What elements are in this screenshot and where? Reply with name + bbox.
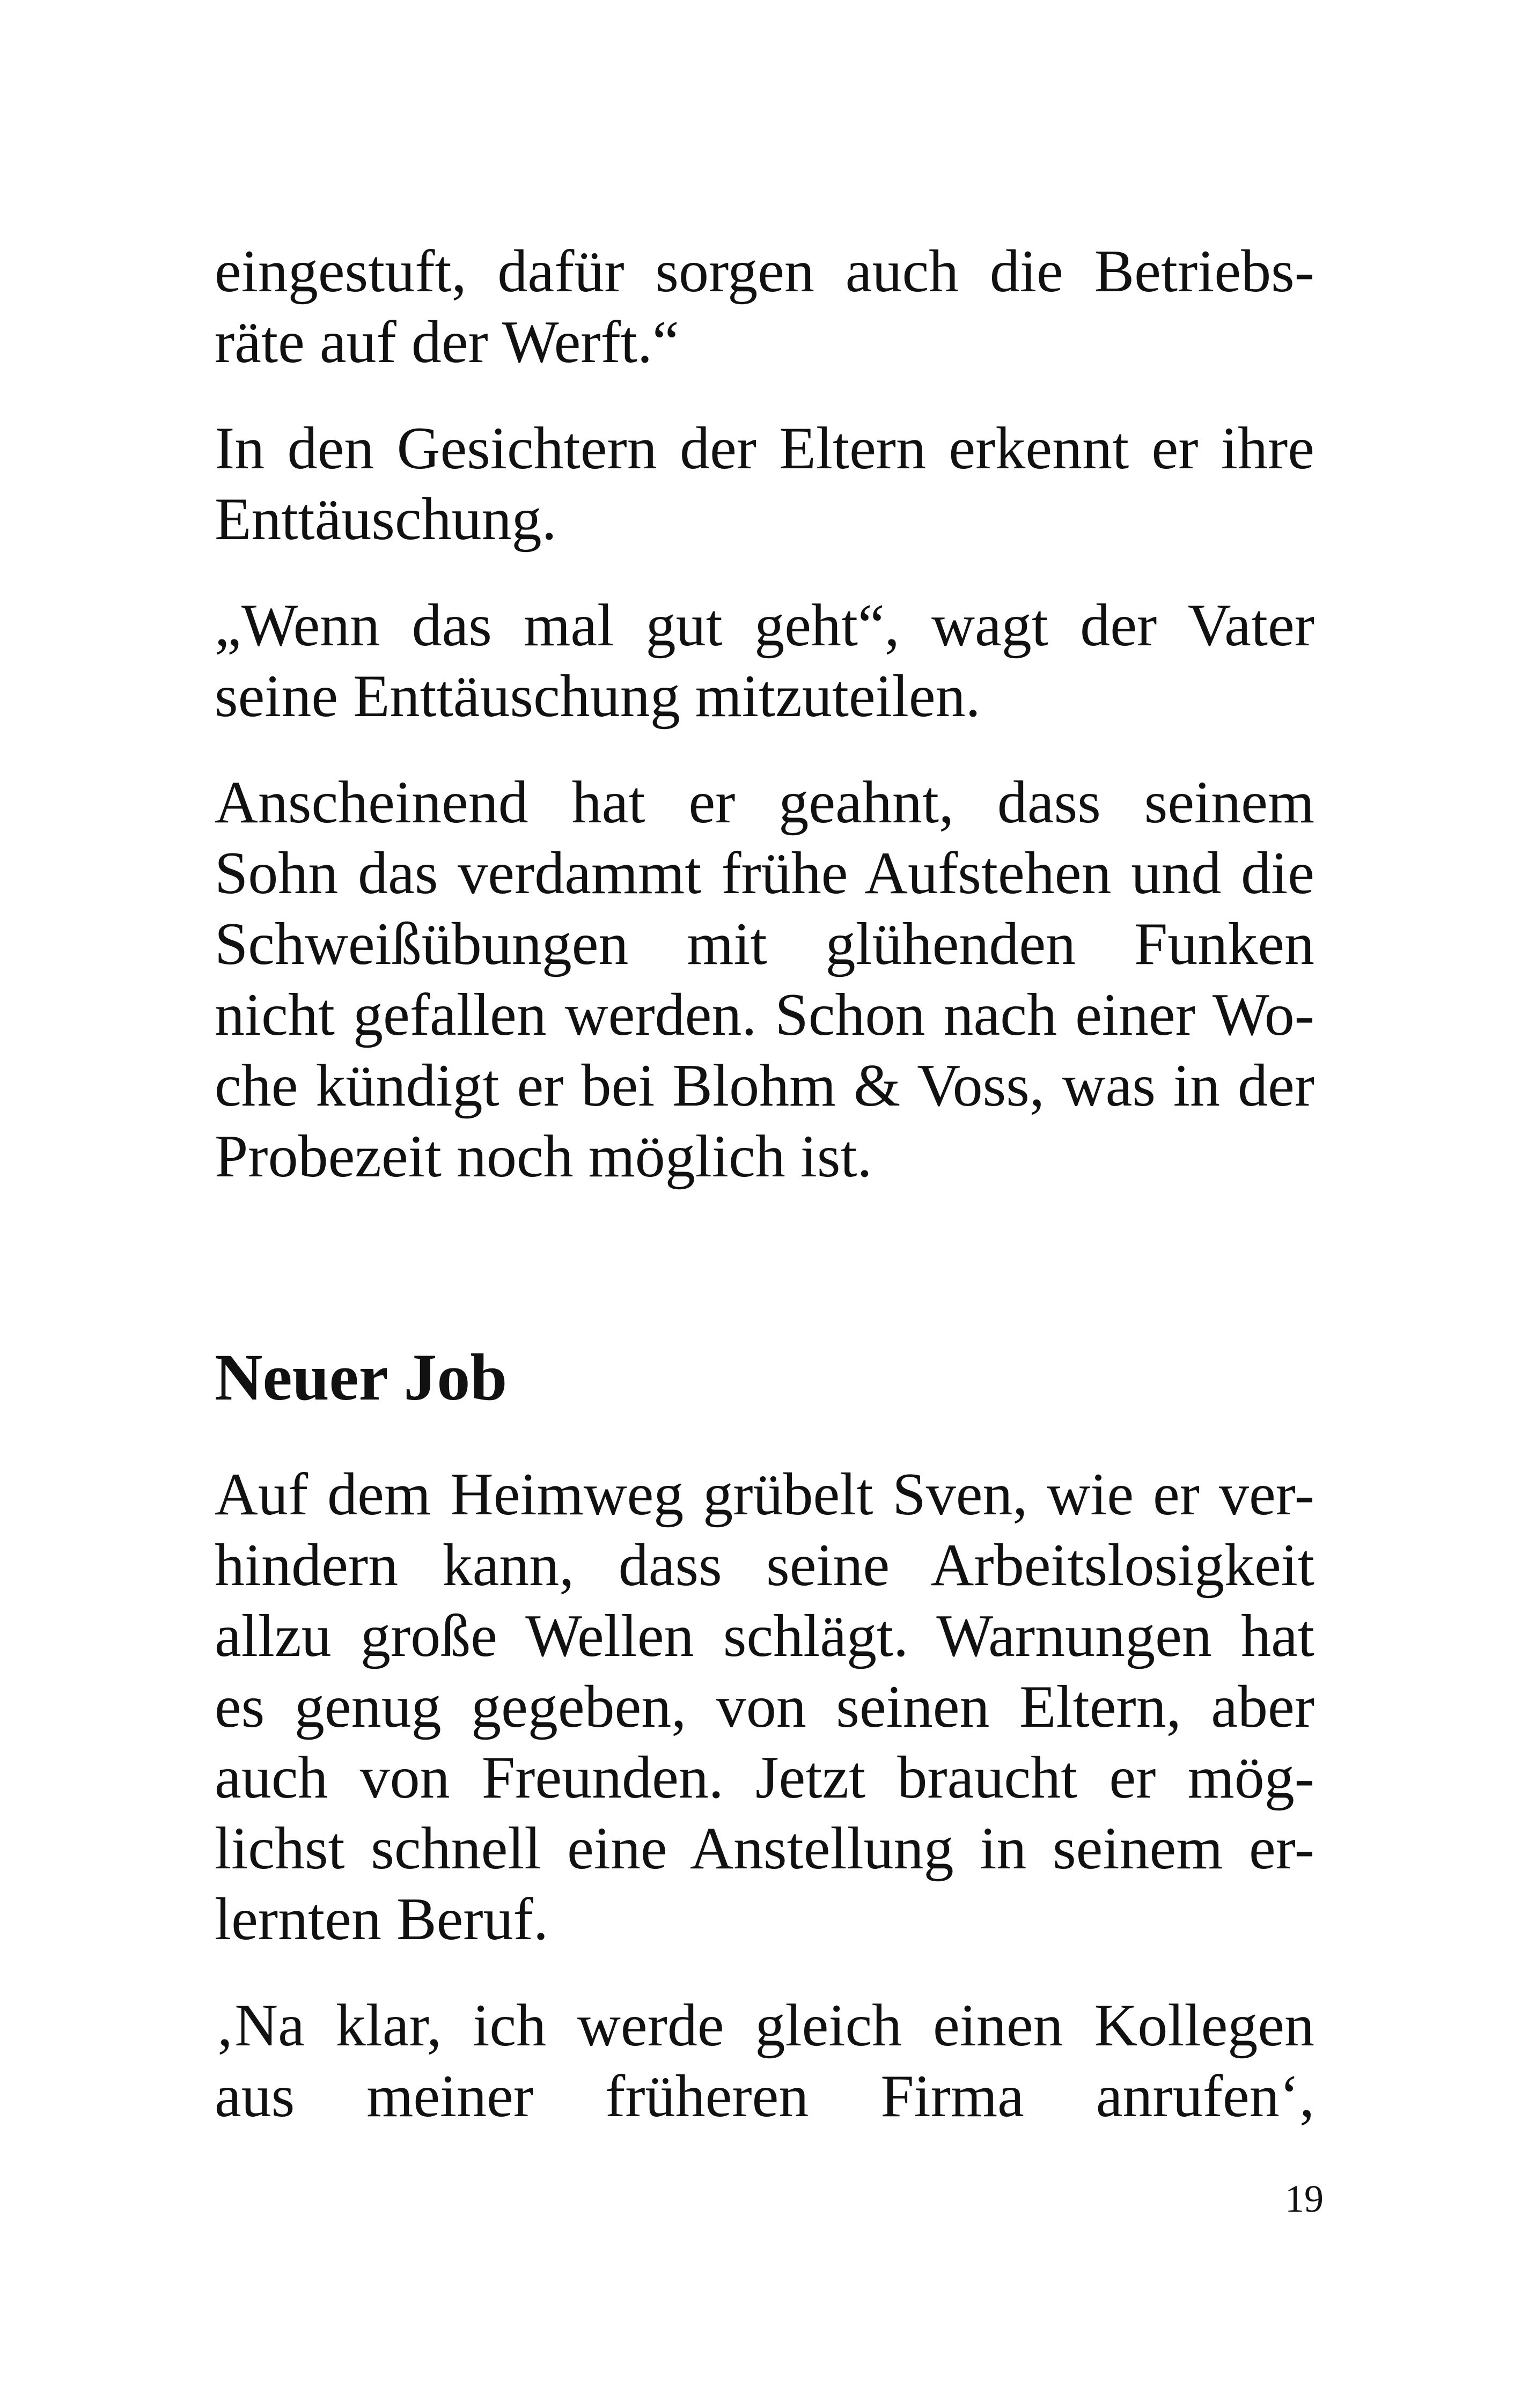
text-line: lernten Beruf.: [215, 1886, 548, 1953]
text-line: eingestuft, dafür sorgen auch die Betriebs-: [215, 238, 1314, 305]
text-line: nicht gefallen werden. Schon nach einer Wo-: [215, 982, 1314, 1048]
paragraph-3: [215, 590, 1314, 732]
text-line: lichst schnell eine Anstellung in seinem er-: [215, 1815, 1314, 1882]
text-line: Probezeit noch möglich ist.: [215, 1123, 872, 1190]
section-heading: Neuer Job: [215, 1341, 508, 1414]
section-paragraph-1: [215, 1459, 1314, 1955]
text-line: In den Gesichtern der Eltern erkennt er ihre: [215, 415, 1314, 482]
text-line: allzu große Wellen schlägt. Warnungen hat: [215, 1603, 1314, 1669]
text-line: aus meiner früheren Firma anrufen‘,: [215, 2063, 1314, 2130]
text-line: Auf dem Heimweg grübelt Sven, wie er ver-: [215, 1461, 1314, 1528]
text-line: Anscheinend hat er geahnt, dass seinem: [215, 769, 1314, 836]
text-line: ‚Na klar, ich werde gleich einen Kollegen: [215, 1992, 1314, 2059]
text-line: auch von Freunden. Jetzt braucht er mög-: [215, 1744, 1314, 1811]
text-line: Schweißübungen mit glühenden Funken: [215, 911, 1314, 977]
paragraph-1: [215, 236, 1314, 378]
page-number: 19: [1285, 2177, 1324, 2220]
text-line: räte auf der Werft.“: [215, 309, 679, 375]
text-line: seine Enttäuschung mitzuteilen.: [215, 663, 981, 730]
section-paragraph-2: [215, 1990, 1314, 2132]
text-line: hindern kann, dass seine Arbeitslosigkeit: [215, 1532, 1314, 1599]
paragraph-2: [215, 413, 1314, 555]
text-line: „Wenn das mal gut geht“, wagt der Vater: [215, 592, 1314, 659]
text-line: Enttäuschung.: [215, 486, 557, 553]
paragraph-4: [215, 767, 1314, 1192]
text-line: Sohn das verdammt frühe Aufstehen und die: [215, 840, 1314, 907]
text-line: es genug gegeben, von seinen Eltern, aber: [215, 1674, 1314, 1740]
text-line: che kündigt er bei Blohm & Voss, was in der: [215, 1052, 1314, 1119]
